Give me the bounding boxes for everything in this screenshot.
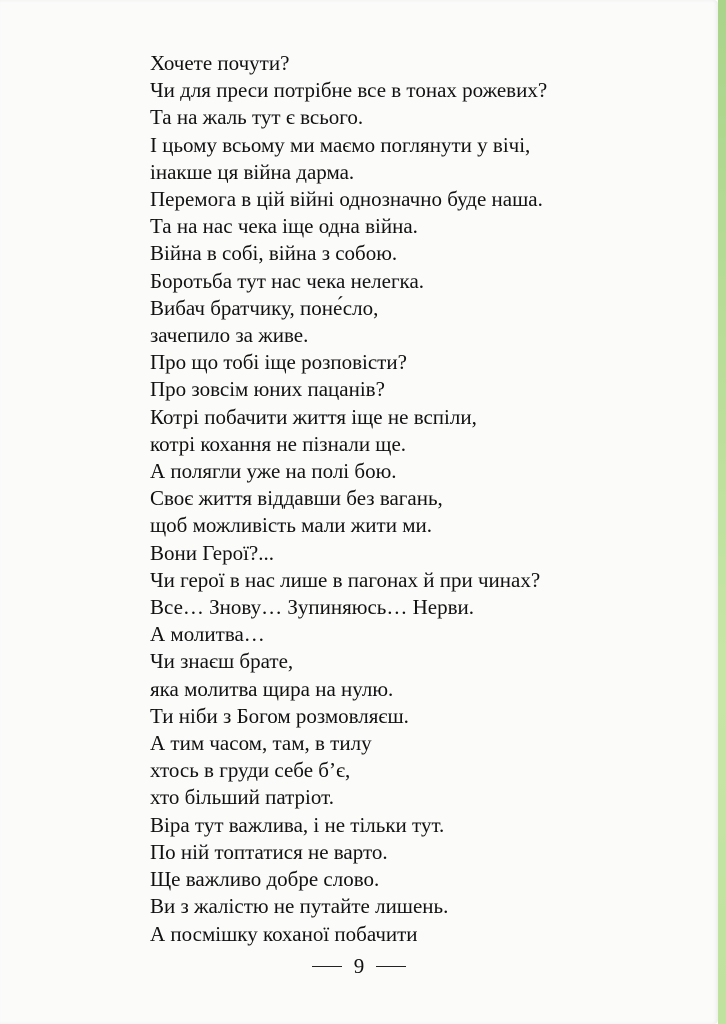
poem-line: Ви з жалістю не путайте лишень. bbox=[150, 894, 449, 919]
page-number: 9 bbox=[353, 954, 365, 978]
poem-line: Про зовсім юних пацанів? bbox=[150, 377, 385, 402]
poem-line: Чи знаєш брате, bbox=[150, 649, 294, 674]
poem-line: А посмішку коханої побачити bbox=[150, 921, 418, 946]
poem-line: Та на нас чека іще одна війна. bbox=[150, 214, 418, 239]
poem-line: хто більший патріот. bbox=[150, 785, 334, 810]
poem-line: Чи для преси потрібне все в тонах рожевих? bbox=[150, 78, 548, 103]
poem-line: Котрі побачити життя іще не вспіли, bbox=[150, 404, 477, 429]
poem-line: щоб можливість мали жити ми. bbox=[150, 513, 432, 538]
poem-line: Вони Герої?... bbox=[150, 540, 275, 565]
poem-line: А полягли уже на полі бою. bbox=[150, 459, 397, 484]
poem-line: Перемога в цій війні однозначно буде наша. bbox=[150, 187, 543, 212]
poem-line: Вибач братчику, поне́сло, bbox=[150, 295, 379, 320]
poem-line: По ній топтатися не варто. bbox=[150, 839, 388, 864]
poem-line: Боротьба тут нас чека нелегка. bbox=[150, 268, 425, 293]
folio-rule-left bbox=[312, 966, 342, 968]
poem-line: котрі кохання не пізнали ще. bbox=[150, 431, 407, 456]
poem-line: Про що тобі іще розповісти? bbox=[150, 350, 407, 375]
poem-line: І цьому всьому ми маємо поглянути у вічі, bbox=[150, 132, 531, 157]
poem-line: Ти ніби з Богом розмовляєш. bbox=[150, 703, 409, 728]
poem-line: Своє життя віддавши без вагань, bbox=[150, 486, 443, 511]
poem-line: Ще важливо добре слово. bbox=[150, 867, 380, 892]
page-footer bbox=[0, 954, 718, 979]
poem-line: інакше ця війна дарма. bbox=[150, 159, 355, 184]
poem-line: Війна в собі, війна з собою. bbox=[150, 241, 398, 266]
poem-line: Віра тут важлива, і не тільки тут. bbox=[150, 812, 445, 837]
poem-line: Все… Знову… Зупиняюсь… Нерви. bbox=[150, 595, 474, 620]
poem-line: А молитва… bbox=[150, 622, 265, 647]
poem-line: хтось в груди себе б’є, bbox=[150, 758, 351, 783]
poem-line: А тим часом, там, в тилу bbox=[150, 731, 372, 756]
cover-edge bbox=[718, 0, 726, 1024]
poem-text bbox=[150, 50, 547, 948]
poem-line: Хочете почути? bbox=[150, 51, 290, 75]
poem-line: Чи герої в нас лише в пагонах й при чинах? bbox=[150, 567, 541, 592]
folio-rule-right bbox=[376, 966, 406, 968]
poem-line: яка молитва щира на нулю. bbox=[150, 676, 394, 701]
poem-line: Та на жаль тут є всього. bbox=[150, 105, 364, 130]
poem-line: зачепило за живе. bbox=[150, 323, 309, 348]
